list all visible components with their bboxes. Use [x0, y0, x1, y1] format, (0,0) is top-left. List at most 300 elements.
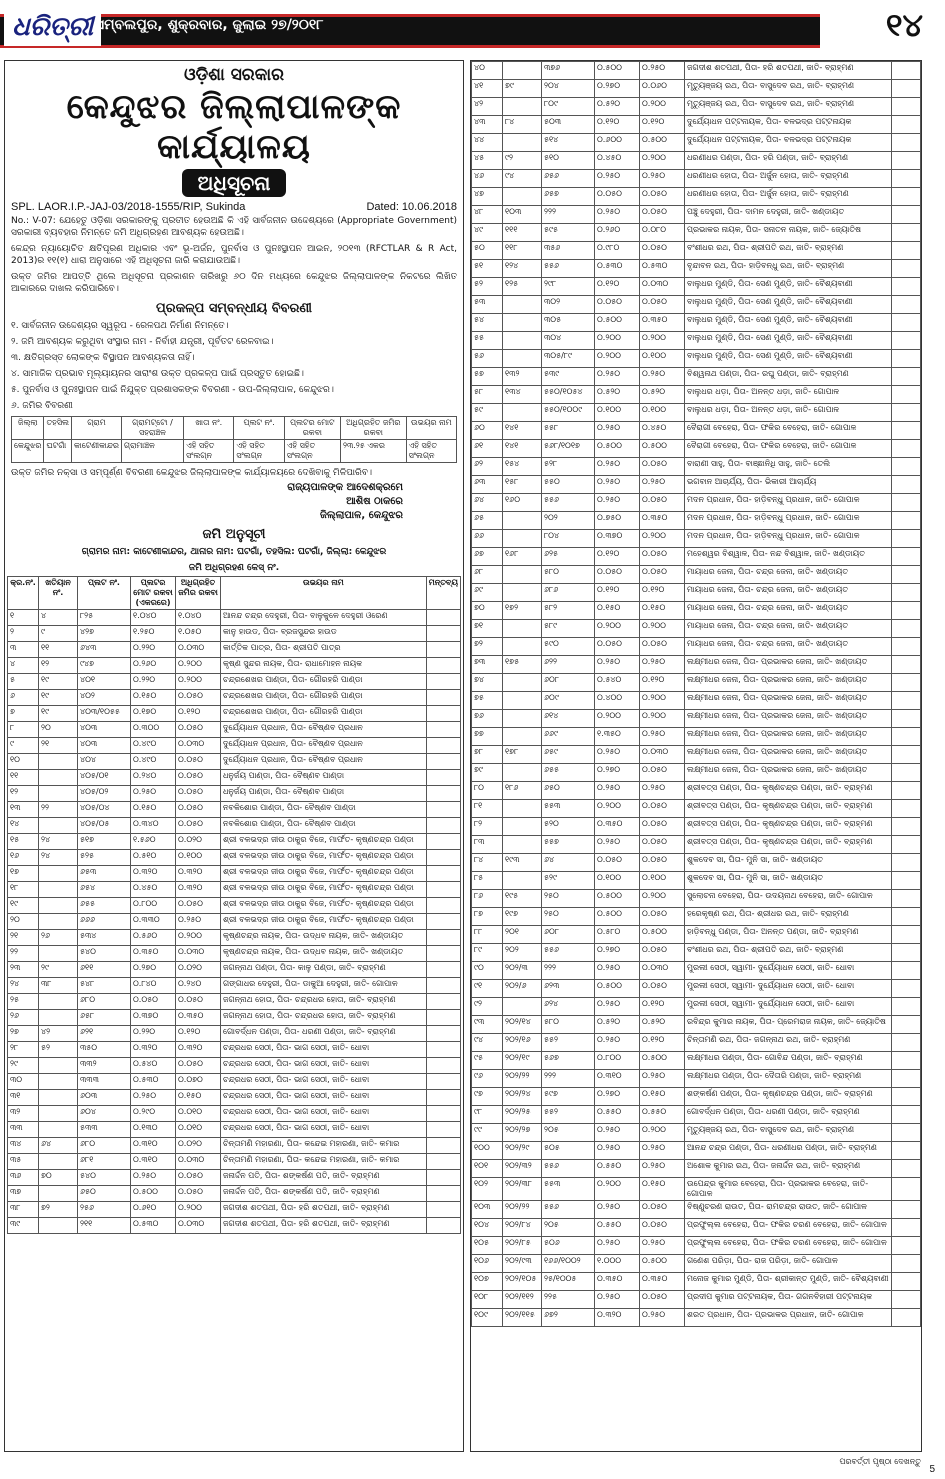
table-cell: ୮୨: [472, 818, 503, 836]
table-cell: ୦.୮୪୦: [131, 978, 176, 994]
table-row: [8, 818, 461, 834]
table-cell: [39, 786, 78, 802]
table-row: [472, 962, 921, 980]
table-cell: ୯୨: [472, 998, 503, 1016]
table-row: [472, 836, 921, 854]
table-cell: ୦.୦୫୦: [131, 994, 176, 1010]
table-cell: ୫୨୯: [542, 872, 595, 890]
table-cell: ୮୨୫: [78, 610, 131, 626]
table-row: [8, 1138, 461, 1154]
summary-header-cell: ଗ୍ରାମ: [72, 417, 122, 440]
table-cell: ଆନନ୍ଦ ଚନ୍ଦ୍ର ପଣ୍ଡା, ପିତା- ଧରଣୀଧର ପଣ୍ଡା, ଜାତି- ବ୍ରାହ୍ମଣ: [685, 1142, 892, 1160]
table-cell: ୦.୫୦୦: [640, 926, 685, 944]
table-cell: ୫: [8, 674, 39, 690]
table-cell: ୦.୨୫୦: [595, 962, 640, 980]
table-cell: ୧୧୮: [503, 242, 542, 260]
right-column: [470, 60, 922, 1452]
table-cell: ୧୦୨: [472, 1178, 503, 1201]
table-cell: ୬୧: [472, 440, 503, 458]
remarks-cell: [426, 690, 460, 706]
remarks-cell: [892, 1124, 921, 1142]
table-cell: ୬୬୯: [542, 728, 595, 746]
land-schedule-table-left: [7, 576, 461, 1234]
table-cell: ୧୬୬/୧୦୦୨: [542, 1255, 595, 1273]
table-cell: ୦.୨୦୦: [640, 710, 685, 728]
table-row: [8, 1186, 461, 1202]
table-cell: ୭୪: [472, 674, 503, 692]
table-cell: ୦.୫୮୦: [595, 926, 640, 944]
table-cell: [39, 1218, 78, 1234]
table-row: [8, 770, 461, 786]
remarks-cell: [892, 350, 921, 368]
table-cell: [503, 692, 542, 710]
land-schedule-table-right: [471, 61, 921, 1327]
table-cell: ୭୯: [503, 80, 542, 98]
remarks-cell: [892, 1273, 921, 1291]
table-cell: ବଂଶୀଧର ରଥ, ପିତା- ଶ୍ରୀପତି ରଥ, ଜାତି- ବ୍ରାହ୍ମଣ: [685, 944, 892, 962]
table-cell: ୦.୩୨୦: [176, 882, 221, 898]
table-row: [472, 98, 921, 116]
table-cell: ଶ୍ରୀ ବଳଭଦ୍ର ଜୀଉ ଠାକୁର ବିଜେ, ମାର୍ଫତ- କୃଷ୍ଣଚନ୍ଦ୍ର ପଣ୍ଡା: [221, 850, 427, 866]
table-cell: ୦.୧୫୦: [640, 1178, 685, 1201]
remarks-cell: [892, 998, 921, 1016]
table-cell: ୬୫୦: [78, 1186, 131, 1202]
schedule-header-cell: ପ୍ଲଟ ନଂ.: [78, 577, 131, 610]
table-cell: ୦.୨୫୦: [595, 476, 640, 494]
schedule-case-line: ଜମି ଅଧିଗ୍ରହଣ କେସ୍ ନଂ.: [188, 563, 280, 573]
table-cell: ୦.୦୫୦: [640, 908, 685, 926]
table-cell: ୧୦୯: [472, 1309, 503, 1327]
table-row: [472, 152, 921, 170]
table-cell: ୦.୦୫୦: [176, 818, 221, 834]
table-cell: ୦.୧୨୦: [176, 706, 221, 722]
table-cell: ୦.୧୨୦: [640, 584, 685, 602]
table-cell: ୦.୨୫୦: [595, 746, 640, 764]
table-cell: ନବକିଶୋର ପାଣ୍ଡା, ପିତା- ବୈଷ୍ଣବ ପାଣ୍ଡା: [221, 818, 427, 834]
table-cell: ଲକ୍ଷ୍ମୀଧର ଜେନା, ପିତା- ପ୍ରଭାକର ଜେନା, ଜାତି- ଖଣ୍ଡାୟତ: [685, 728, 892, 746]
table-cell: ୦.୦୫୦: [640, 296, 685, 314]
table-cell: ୦.୨୦୦: [595, 350, 640, 368]
table-row: [8, 1122, 461, 1138]
table-cell: ଧରଣୀଧର ହୋତା, ପିତା- ଅର୍ଜୁନ ହୋତା, ଜାତି- ବ୍ରାହ୍ମଣ: [685, 170, 892, 188]
table-cell: ୦.୦୫୦: [595, 296, 640, 314]
table-cell: ୬୯: [472, 584, 503, 602]
table-cell: ୪୦: [472, 62, 503, 80]
table-cell: ୨୦୨/୨୯: [503, 1142, 542, 1160]
table-cell: ୬୮୦: [78, 1138, 131, 1154]
table-cell: ୦.୩୨୦: [176, 1042, 221, 1058]
table-cell: ୪୮: [472, 206, 503, 224]
table-cell: ୦.୩୨୦: [131, 866, 176, 882]
table-cell: [39, 1074, 78, 1090]
table-cell: ମୃତ୍ୟୁଞ୍ଜୟ ରଥ, ପିତା- ବାସୁଦେବ ରଥ, ଜାତି- ବ୍ରାହ୍ମଣ: [685, 1124, 892, 1142]
remarks-cell: [426, 994, 460, 1010]
table-cell: ଶ୍ରୀବତ୍ସ ପଣ୍ଡା, ପିତା- କୃଷ୍ଣଚନ୍ଦ୍ର ପଣ୍ଡା, ଜାତି- ବ୍ରାହ୍ମଣ: [685, 800, 892, 818]
table-cell: ୬୫୯: [542, 746, 595, 764]
signature-line-1: ରାଜ୍ୟପାଳଙ୍କ ଆଦେଶକ୍ରମେ: [287, 482, 403, 493]
table-cell: ୩୮: [39, 978, 78, 994]
remarks-cell: [426, 1090, 460, 1106]
remarks-cell: [892, 620, 921, 638]
table-row: [472, 782, 921, 800]
table-row: [8, 738, 461, 754]
table-row: [8, 1058, 461, 1074]
table-cell: [503, 350, 542, 368]
table-row: [472, 548, 921, 566]
office-title: କେନ୍ଦୁଝର ଜିଲ୍ଲାପାଳଙ୍କ କାର୍ଯ୍ୟାଳୟ: [66, 87, 402, 167]
table-cell: ୩୩୩: [78, 1074, 131, 1090]
table-cell: ୦.୨୦୦: [640, 890, 685, 908]
remarks-cell: [892, 638, 921, 656]
table-cell: ୬୪: [542, 854, 595, 872]
table-cell: ୫୦୩: [542, 116, 595, 134]
table-cell: ୩୯: [8, 1218, 39, 1234]
table-cell: ୧.୦୦୦: [595, 1255, 640, 1273]
table-cell: ୫୧: [472, 260, 503, 278]
remarks-cell: [426, 1218, 460, 1234]
table-cell: ୧୪୧: [503, 440, 542, 458]
table-cell: ୨୦୨/୨୫: [503, 1106, 542, 1124]
table-cell: ୫୯: [472, 404, 503, 422]
table-cell: ବୃନ୍ଦାବନ ରଥ, ପିତା- ହାଡ଼ିବନ୍ଧୁ ରଥ, ଜାତି- ବ୍ରାହ୍ମଣ: [685, 260, 892, 278]
table-row: [472, 1106, 921, 1124]
table-row: [8, 914, 461, 930]
table-cell: ୫୪: [472, 314, 503, 332]
table-cell: ୦.୫୬୦: [131, 930, 176, 946]
remarks-cell: [426, 626, 460, 642]
table-cell: ୧୦: [8, 754, 39, 770]
table-cell: [39, 818, 78, 834]
table-cell: ମନୋଜ କୁମାର ମୁଣ୍ଡି, ପିତା- ଶ୍ରୀକାନ୍ତ ମୁଣ୍ଡି, ଜାତି- ବୈଶ୍ୟବାଣୀ: [685, 1273, 892, 1291]
table-cell: ୦.୧୦୦: [176, 850, 221, 866]
notice-paragraph-1: No.: V-07: ଯେହେତୁ ଓଡ଼ିଶା ସରକାରଙ୍କୁ ପ୍ରତୀତ ହେଉଅଛି କି ଏହି ସାର୍ବଜନୀନ ଉଦ୍ଦେଶ୍ୟରେ (Appropriate Government) ସରକାରୀ ବ୍ୟବହାର ନିମନ୍ତେ ଜମି ଅଧିଗ୍ରହଣ ଆବଶ୍ୟକ ହେଉଅଛି।: [11, 216, 457, 238]
table-cell: ୯୯: [472, 1124, 503, 1142]
remarks-cell: [426, 978, 460, 994]
table-cell: ୨୦୨/୨୪: [503, 1088, 542, 1106]
table-cell: ୦.୧୫୦: [640, 1088, 685, 1106]
table-row: [472, 764, 921, 782]
table-cell: [503, 620, 542, 638]
table-cell: ୧୨: [39, 658, 78, 674]
remarks-cell: [426, 1122, 460, 1138]
table-cell: ଗଙ୍ଗାଧର ଦେହୁରୀ, ପିତା- ଡାକୁଆ ଦେହୁରୀ, ଜାତି- ଗୋପାଳ: [221, 978, 427, 994]
continued-note: ପରବର୍ତ୍ତୀ ପୃଷ୍ଠା ଦେଖନ୍ତୁ: [839, 1457, 921, 1466]
table-cell: ୧୯୫: [503, 890, 542, 908]
table-row: [8, 786, 461, 802]
table-cell: ୦.୦୫୦: [640, 764, 685, 782]
table-cell: ୦.୧୦୦: [640, 404, 685, 422]
summary-header-cell: ଜିଲ୍ଲା: [12, 417, 44, 440]
remarks-cell: [892, 98, 921, 116]
table-cell: ୬୮: [472, 566, 503, 584]
remarks-cell: [892, 1142, 921, 1160]
table-cell: ବାଲୁଧର ମୁଣ୍ଡି, ପିତା- ସେଣ ମୁଣ୍ଡି, ଜାତି- ବୈଶ୍ୟବାଣୀ: [685, 314, 892, 332]
table-cell: ୨୦୨/୨୨: [503, 1070, 542, 1088]
table-row: [472, 422, 921, 440]
table-cell: ୩୫୦: [78, 1042, 131, 1058]
table-cell: ୨୦୨/୨୨: [503, 1201, 542, 1219]
table-row: [8, 1170, 461, 1186]
table-cell: ଚନ୍ଦ୍ରଧର ସେଠୀ, ପିତା- ଭାଗ ସେଠୀ, ଜାତି- ଧୋବା: [221, 1090, 427, 1106]
table-cell: ୩୦୫: [542, 314, 595, 332]
table-cell: ଚନ୍ଦ୍ରଧର ସେଠୀ, ପିତା- ଭାଗ ସେଠୀ, ଜାତି- ଧୋବା: [221, 1106, 427, 1122]
table-cell: ବିଷ୍ଣୁଚରଣ ରାଉତ, ପିତା- ରାମଚନ୍ଦ୍ର ରାଉତ, ଜାତି- ଗୋପାଳ: [685, 1201, 892, 1219]
table-cell: ୧୬୮: [503, 548, 542, 566]
table-cell: ୧୦୧: [472, 1160, 503, 1178]
table-cell: ୦.୫୦୦: [131, 1186, 176, 1202]
table-cell: ଧରଣୀଧର ହୋତା, ପିତା- ଅର୍ଜୁନ ହୋତା, ଜାତି- ବ୍ରାହ୍ମଣ: [685, 188, 892, 206]
table-cell: ୧୯୭: [503, 908, 542, 926]
table-cell: ଚନ୍ଦ୍ରଶେଖର ପାଣ୍ଡା, ପିତା- ଗୌରହରି ପାଣ୍ଡା: [221, 674, 427, 690]
summary-header-cell: ଗ୍ରାମଟ୍ଟୋ / ସହରାଞ୍ଚଳ: [121, 417, 183, 440]
table-cell: ଲକ୍ଷ୍ମୀଧର ଜେନା, ପିତା- ପ୍ରଭାକର ଜେନା, ଜାତି- ଖଣ୍ଡାୟତ: [685, 746, 892, 764]
schedule-subheading: ଗ୍ରାମର ନାମ: କାଟେଣୀକାନ୍ଦର, ଥାନାର ନାମ: ଘଟଗାଁ, ତହସିଲ: ଘଟଗାଁ, ଜିଲ୍ଲା: କେନ୍ଦୁଝର: [81, 547, 387, 557]
table-row: [472, 1309, 921, 1327]
remarks-cell: [426, 1186, 460, 1202]
table-cell: [39, 1010, 78, 1026]
table-cell: ୦.୦୫୦: [176, 786, 221, 802]
table-cell: ଶୁକଦେବ ସା, ପିତା- ମୁନି ସା, ଜାତି- ଖଣ୍ଡାୟତ: [685, 872, 892, 890]
reference-line: [5, 197, 463, 213]
table-cell: ୨୯୮: [542, 278, 595, 296]
remarks-cell: [892, 404, 921, 422]
table-cell: ୦.୨୫୦: [595, 1291, 640, 1309]
table-cell: ୦.୨୦୦: [595, 332, 640, 350]
table-cell: ୦.୩୧୦: [595, 1070, 640, 1088]
table-cell: ୦.୦୫୦: [640, 854, 685, 872]
table-cell: ଶରତ ପ୍ରଧାନ, ପିତା- ପ୍ରଭାକର ପ୍ରଧାନ, ଜାତି- ଗୋପାଳ: [685, 1309, 892, 1327]
table-cell: ୨୨୨: [542, 962, 595, 980]
table-cell: [503, 836, 542, 854]
table-cell: ମୁରଲୀ ସେଠୀ, ସ୍ୱାମୀ- ଦୁର୍ଯ୍ୟୋଧନ ସେଠୀ, ଜାତି- ଧୋବା: [685, 962, 892, 980]
table-cell: ୫୧୭: [78, 834, 131, 850]
table-cell: ୦.୨୫୦: [640, 656, 685, 674]
table-cell: ୦.୫୫୦: [595, 1219, 640, 1237]
table-cell: ୦.୨୫୦: [595, 656, 640, 674]
table-cell: ୫୮୦: [542, 1016, 595, 1034]
table-cell: ୬୫୬: [542, 170, 595, 188]
table-cell: ୧୮: [8, 882, 39, 898]
table-cell: ୨୦୨/୧୧୫: [503, 1309, 542, 1327]
table-row: [8, 866, 461, 882]
notice-paragraph-3: ଉକ୍ତ ଜମିର ଆପତ୍ତି ଥିଲେ ଅଧିସୂଚନା ପ୍ରକାଶନ ତାରିଖରୁ ୬୦ ଦିନ ମଧ୍ୟରେ କେନ୍ଦୁଝର ଜିଲ୍ଲାପାଳଙ୍କ ନିକଟରେ ଲିଖିତ ଆକାରରେ ଦାଖଲ କରିପାରିବେ।: [11, 272, 457, 294]
table-cell: ୦.୪୦୦: [595, 692, 640, 710]
table-cell: ୬୨୫: [542, 548, 595, 566]
remarks-cell: [426, 610, 460, 626]
table-cell: ୭: [8, 706, 39, 722]
table-cell: ୦.୩୪୦: [131, 818, 176, 834]
table-cell: ଚନ୍ଦ୍ରଧର ସେଠୀ, ପିତା- ଭାଗ ସେଠୀ, ଜାତି- ଧୋବା: [221, 1042, 427, 1058]
schedule-header-cell: ମନ୍ତବ୍ୟ: [426, 577, 460, 610]
table-cell: ୦.୦୩୦: [176, 1154, 221, 1170]
table-cell: ୯୩: [472, 1016, 503, 1034]
table-cell: ୦.୨୦୦: [595, 1178, 640, 1201]
summary-cell: ଏହି ସହିତ ସଂଲଗ୍ନ: [234, 440, 284, 463]
table-cell: ୦.୦୨୦: [176, 962, 221, 978]
table-row: [472, 602, 921, 620]
remarks-cell: [892, 80, 921, 98]
table-cell: ୦.୨୯୦: [131, 1106, 176, 1122]
table-cell: ୬୨୧: [78, 1026, 131, 1042]
table-cell: ୧୯: [39, 690, 78, 706]
table-cell: ୨୦୨: [503, 944, 542, 962]
table-cell: ୫୨୦: [542, 818, 595, 836]
table-cell: ପଞ୍ଚୁ ଦେହୁରୀ, ପିତା- ଦାମନ ଦେହୁରୀ, ଜାତି- ଖଣ୍ଡାୟତ: [685, 206, 892, 224]
table-row: [8, 1026, 461, 1042]
table-cell: ୫୧୦: [542, 152, 595, 170]
table-cell: [39, 946, 78, 962]
remarks-cell: [892, 944, 921, 962]
table-cell: ୮୧: [472, 800, 503, 818]
table-row: [472, 278, 921, 296]
table-row: [472, 314, 921, 332]
table-cell: ୨୪: [39, 850, 78, 866]
table-cell: ୦.୫୧୦: [131, 850, 176, 866]
remarks-cell: [892, 1178, 921, 1201]
table-cell: ୩୦୪: [542, 332, 595, 350]
table-cell: ମଦନ ପ୍ରଧାନ, ପିତା- ହାଡ଼ିବନ୍ଧୁ ପ୍ରଧାନ, ଜାତି- ଗୋପାଳ: [685, 530, 892, 548]
table-cell: ୦.୧୫୦: [131, 802, 176, 818]
table-cell: ୯୧: [472, 980, 503, 998]
table-cell: ୧.୦୪୦: [176, 610, 221, 626]
table-cell: ଆନନ୍ଦ ଚନ୍ଦ୍ର ଦେହୁରୀ, ପିତା- ବାଳୁକୁଳେ ଦେହୁରୀ ଓରେଣ: [221, 610, 427, 626]
table-cell: ୨୦୪: [542, 80, 595, 98]
table-cell: [503, 566, 542, 584]
table-cell: ୫୫: [472, 332, 503, 350]
table-cell: ୪୦୫/୦୧: [78, 770, 131, 786]
table-cell: ୯୪: [472, 1034, 503, 1052]
table-cell: ଜଗଦୀଶ ଶତପଥୀ, ପିତା- ହରି ଶତପଥୀ, ଜାତି- ବ୍ରାହ୍ମଣ: [221, 1202, 427, 1218]
table-cell: ୦.୩୩୦: [131, 914, 176, 930]
table-cell: ୦.୨୭୦: [595, 80, 640, 98]
table-cell: କାନୁ ହାଉଡ, ପିତା- ବ୍ରଜସୁନ୍ଦର ହାଉଡ: [221, 626, 427, 642]
remarks-cell: [892, 1255, 921, 1273]
table-cell: ୦.୨୦୦: [640, 98, 685, 116]
table-cell: ୦.୯୮୦: [595, 242, 640, 260]
table-cell: ୧୦୫: [472, 1237, 503, 1255]
table-cell: ୦.୦୫୦: [176, 898, 221, 914]
table-cell: ୫୯୫: [542, 224, 595, 242]
table-cell: ପ୍ରଫୁଲ୍ଲ ବେହେରା, ପିତା- ଫକିର ଚରଣ ବେହେରା, ଜାତି- ଗୋପାଳ: [685, 1219, 892, 1237]
remarks-cell: [426, 946, 460, 962]
table-cell: ଗୋବର୍ଦ୍ଧନ ପଣ୍ଡା, ପିତା- ଧରଣୀ ପଣ୍ଡା, ଜାତି- ବ୍ରାହ୍ମଣ: [685, 1106, 892, 1124]
table-cell: ୦.୧୨୦: [595, 278, 640, 296]
table-cell: ୦.୦୬୦: [640, 80, 685, 98]
table-cell: ୦.୩୧୦: [131, 1138, 176, 1154]
table-cell: ମାୟାଧର ଜେନା, ପିତା- ଚନ୍ଦ୍ର ଜେନା, ଜାତି- ଖଣ୍ଡାୟତ: [685, 620, 892, 638]
table-cell: ପ୍ରଭାକର ନାୟକ, ପିତା- ସନାତନ ନାୟକ, ଜାତି- ଜ୍ୟୋତିଷ: [685, 224, 892, 242]
table-row: [472, 116, 921, 134]
table-row: [8, 1042, 461, 1058]
table-cell: ୦.୦୫୦: [176, 1170, 221, 1186]
table-cell: ୫୪୦: [78, 1170, 131, 1186]
table-cell: ବୈରାଗୀ ବେହେରା, ପିତା- ଫକିର ବେହେରା, ଜାତି- ଗୋପାଳ: [685, 422, 892, 440]
table-cell: ୦.୦୫୦: [176, 770, 221, 786]
table-cell: ୦.୫୩୦: [640, 260, 685, 278]
table-row: [472, 1142, 921, 1160]
table-cell: ପ୍ରଫୁଲ୍ଲ ବେହେରା, ପିତା- ଫକିର ଚରଣ ବେହେରା, ଜାତି- ଗୋପାଳ: [685, 1237, 892, 1255]
table-cell: ୦.୦୩୦: [176, 1218, 221, 1234]
table-cell: ୦.୨୫୦: [595, 368, 640, 386]
table-cell: ୦.୫୦୦: [640, 134, 685, 152]
table-cell: ୦.୨୦୦: [176, 1202, 221, 1218]
table-cell: ଚିନ୍ତାମଣି ମହାରଣା, ପିତା- କନ୍ଦେଇ ମହାରଣା, ଜାତି- କମାର: [221, 1138, 427, 1154]
table-cell: ୧୧: [8, 770, 39, 786]
table-cell: ମୁରଲୀ ସେଠୀ, ସ୍ୱାମୀ- ଦୁର୍ଯ୍ୟୋଧନ ସେଠୀ, ଜାତି- ଧୋବା: [685, 980, 892, 998]
table-cell: ୦.୦୫୦: [640, 818, 685, 836]
table-cell: ୬୮୬: [542, 584, 595, 602]
table-cell: [503, 998, 542, 1016]
table-cell: ୦.୧୭୦: [131, 706, 176, 722]
table-row: [472, 818, 921, 836]
table-cell: ଶଙ୍କର୍ଷଣ ପଣ୍ଡା, ପିତା- କୃଷ୍ଣଚନ୍ଦ୍ର ପଣ୍ଡା, ଜାତି- ବ୍ରାହ୍ମଣ: [685, 1088, 892, 1106]
table-cell: ୦.୩୧୦: [131, 1154, 176, 1170]
table-row: [472, 800, 921, 818]
table-cell: ୮: [8, 722, 39, 738]
table-cell: ୮୦: [472, 782, 503, 800]
remarks-cell: [892, 224, 921, 242]
table-cell: ୦.୦୫୦: [176, 1058, 221, 1074]
table-cell: ୪୦୩/୧୦୫୫: [78, 706, 131, 722]
table-cell: ୨୦୨/୮୪: [503, 1219, 542, 1237]
table-cell: ୨୨୨: [542, 206, 595, 224]
table-cell: ୨୧୧: [78, 1218, 131, 1234]
table-row: [8, 658, 461, 674]
table-cell: ୦.୫୦୦: [640, 440, 685, 458]
table-cell: ୦.୨୫୦: [595, 836, 640, 854]
table-cell: ଚନ୍ଦ୍ରଧର ସେଠୀ, ପିତା- ଭାଗ ସେଠୀ, ଜାତି- ଧୋବା: [221, 1122, 427, 1138]
table-cell: ୦.୨୭୦: [595, 944, 640, 962]
table-cell: ୦.୫୦୦: [595, 314, 640, 332]
table-cell: ୦.୫୩୦: [131, 1218, 176, 1234]
table-cell: ୯୭: [472, 1088, 503, 1106]
signature-designation: ଜିଲ୍ଲାପାଳ, କେନ୍ଦୁଝର: [319, 510, 403, 521]
table-cell: ୦.୦୫୦: [640, 638, 685, 656]
remarks-cell: [892, 656, 921, 674]
remarks-cell: [892, 422, 921, 440]
table-cell: ୧୨୪: [503, 260, 542, 278]
table-row: [472, 1052, 921, 1070]
table-cell: ଲକ୍ଷ୍ମୀଧର ଜେନା, ପିତା- ପ୍ରଭାକର ଜେନା, ଜାତି- ଖଣ୍ଡାୟତ: [685, 674, 892, 692]
remarks-cell: [426, 866, 460, 882]
table-cell: ମଦନ ପ୍ରଧାନ, ପିତା- ହାଡ଼ିବନ୍ଧୁ ପ୍ରଧାନ, ଜାତି- ଗୋପାଳ: [685, 494, 892, 512]
table-cell: ମଦନ ପ୍ରଧାନ, ପିତା- ହାଡ଼ିବନ୍ଧୁ ପ୍ରଧାନ, ଜାତି- ଗୋପାଳ: [685, 512, 892, 530]
table-cell: ୦.୫୦୦: [595, 890, 640, 908]
table-cell: [39, 1106, 78, 1122]
table-cell: ୨୨: [39, 802, 78, 818]
table-cell: ୨୦: [8, 914, 39, 930]
table-cell: ମାୟାଧର ଜେନା, ପିତା- ଚନ୍ଦ୍ର ଜେନା, ଜାତି- ଖଣ୍ଡାୟତ: [685, 638, 892, 656]
project-item: ୩. କ୍ଷତିଗ୍ରସ୍ତ ଲୋକଙ୍କ ବିସ୍ଥାପନ ଆବଶ୍ୟକତା ନାହିଁ।: [11, 353, 195, 363]
table-cell: ୫୯୦: [542, 638, 595, 656]
table-row: [472, 206, 921, 224]
table-cell: ୦.୦୧୦: [176, 1122, 221, 1138]
table-cell: ୧୩୪: [503, 386, 542, 404]
table-cell: ପ୍ରଦୀପ କୁମାର ପଟ୍ଟନାୟକ, ପିତା- ଗଗନବିହାରୀ ପଟ୍ଟନାୟକ: [685, 1291, 892, 1309]
table-cell: ୦.୧୫୦: [176, 1090, 221, 1106]
table-cell: [39, 1058, 78, 1074]
table-cell: ୬୦: [472, 422, 503, 440]
table-cell: [503, 296, 542, 314]
table-row: [8, 802, 461, 818]
table-cell: ୨୦୨/୩୮: [503, 1178, 542, 1201]
remarks-cell: [892, 134, 921, 152]
table-cell: ୪୦୧: [78, 674, 131, 690]
table-cell: ଲକ୍ଷ୍ମୀଧର ଜେନା, ପିତା- ପ୍ରଭାକର ଜେନା, ଜାତି- ଖଣ୍ଡାୟତ: [685, 710, 892, 728]
table-cell: [39, 882, 78, 898]
table-cell: ମୃତ୍ୟୁଞ୍ଜୟ ରଥ, ପିତା- ବାସୁଦେବ ରଥ, ଜାତି- ବ୍ରାହ୍ମଣ: [685, 80, 892, 98]
remarks-cell: [892, 1034, 921, 1052]
